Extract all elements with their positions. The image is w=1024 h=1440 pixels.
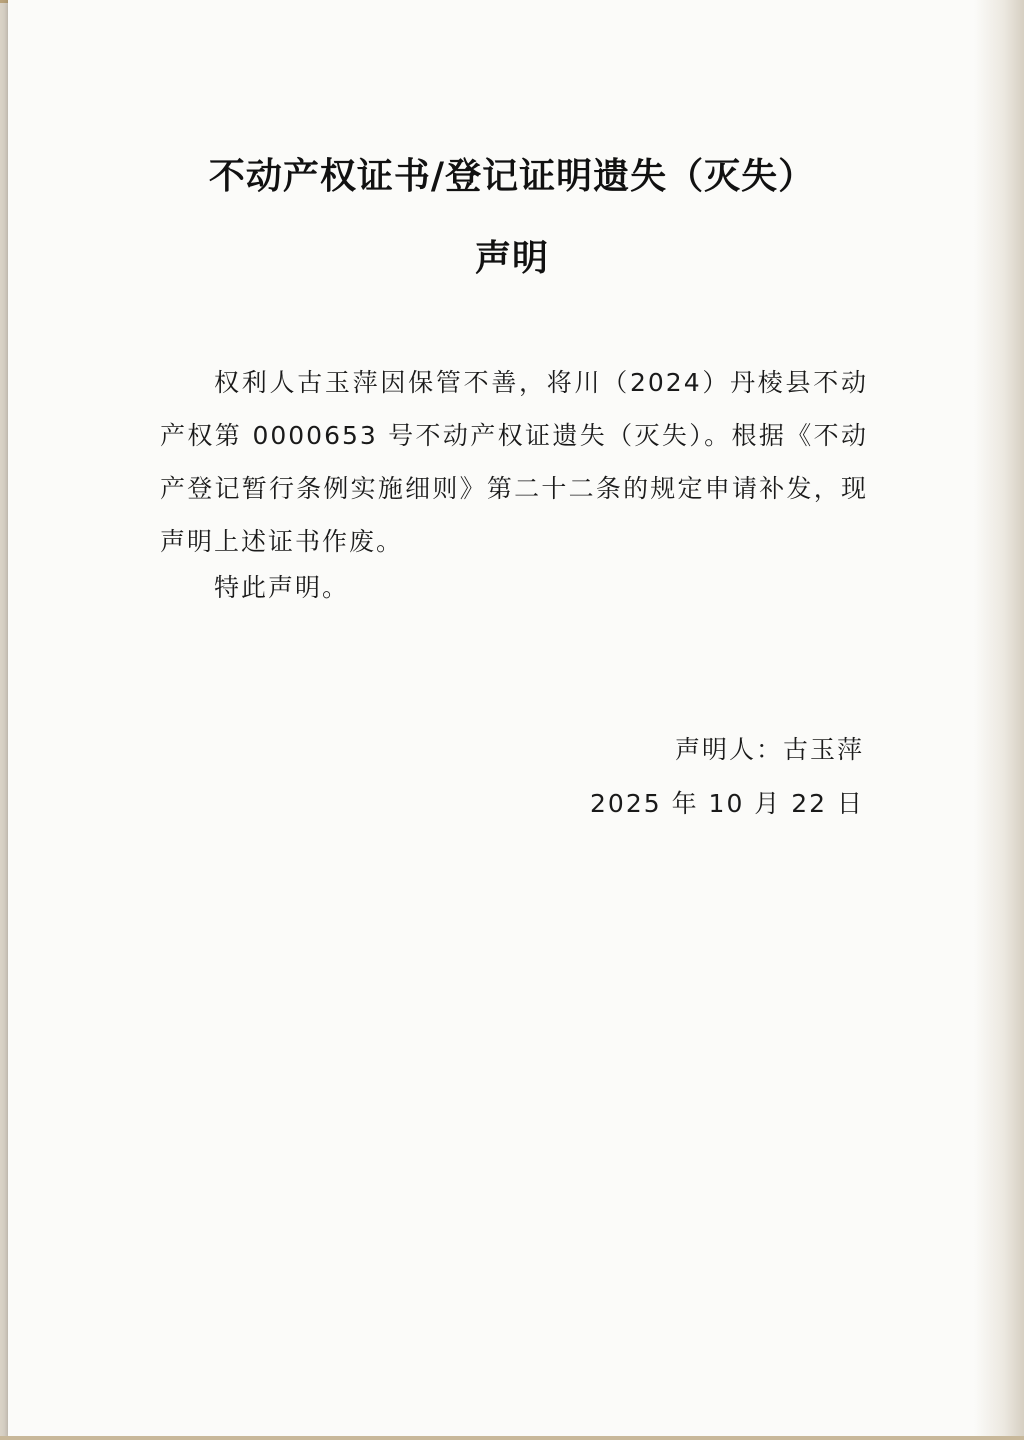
document-page (8, 0, 974, 1440)
paper-right-edge (974, 0, 1024, 1440)
paper-bottom-edge (0, 1436, 1024, 1440)
closing-line: 特此声明。 (214, 573, 350, 602)
declarant-signature-line: 声明人：古玉萍 (674, 735, 864, 764)
document-title: 不动产权证书/登记证明遗失（灭失） (208, 155, 816, 197)
document-subtitle: 声明 (474, 237, 549, 279)
declaration-date: 2025 年 10 月 22 日 (590, 789, 864, 818)
body-paragraph: 权利人古玉萍因保管不善，将川（2024）丹棱县不动产权第 0000653 号不动产权证遗失（灭失）。根据《不动产登记暂行条例实施细则》第二十二条的规定申请补发，现声明上述证书作废。 (160, 368, 868, 556)
